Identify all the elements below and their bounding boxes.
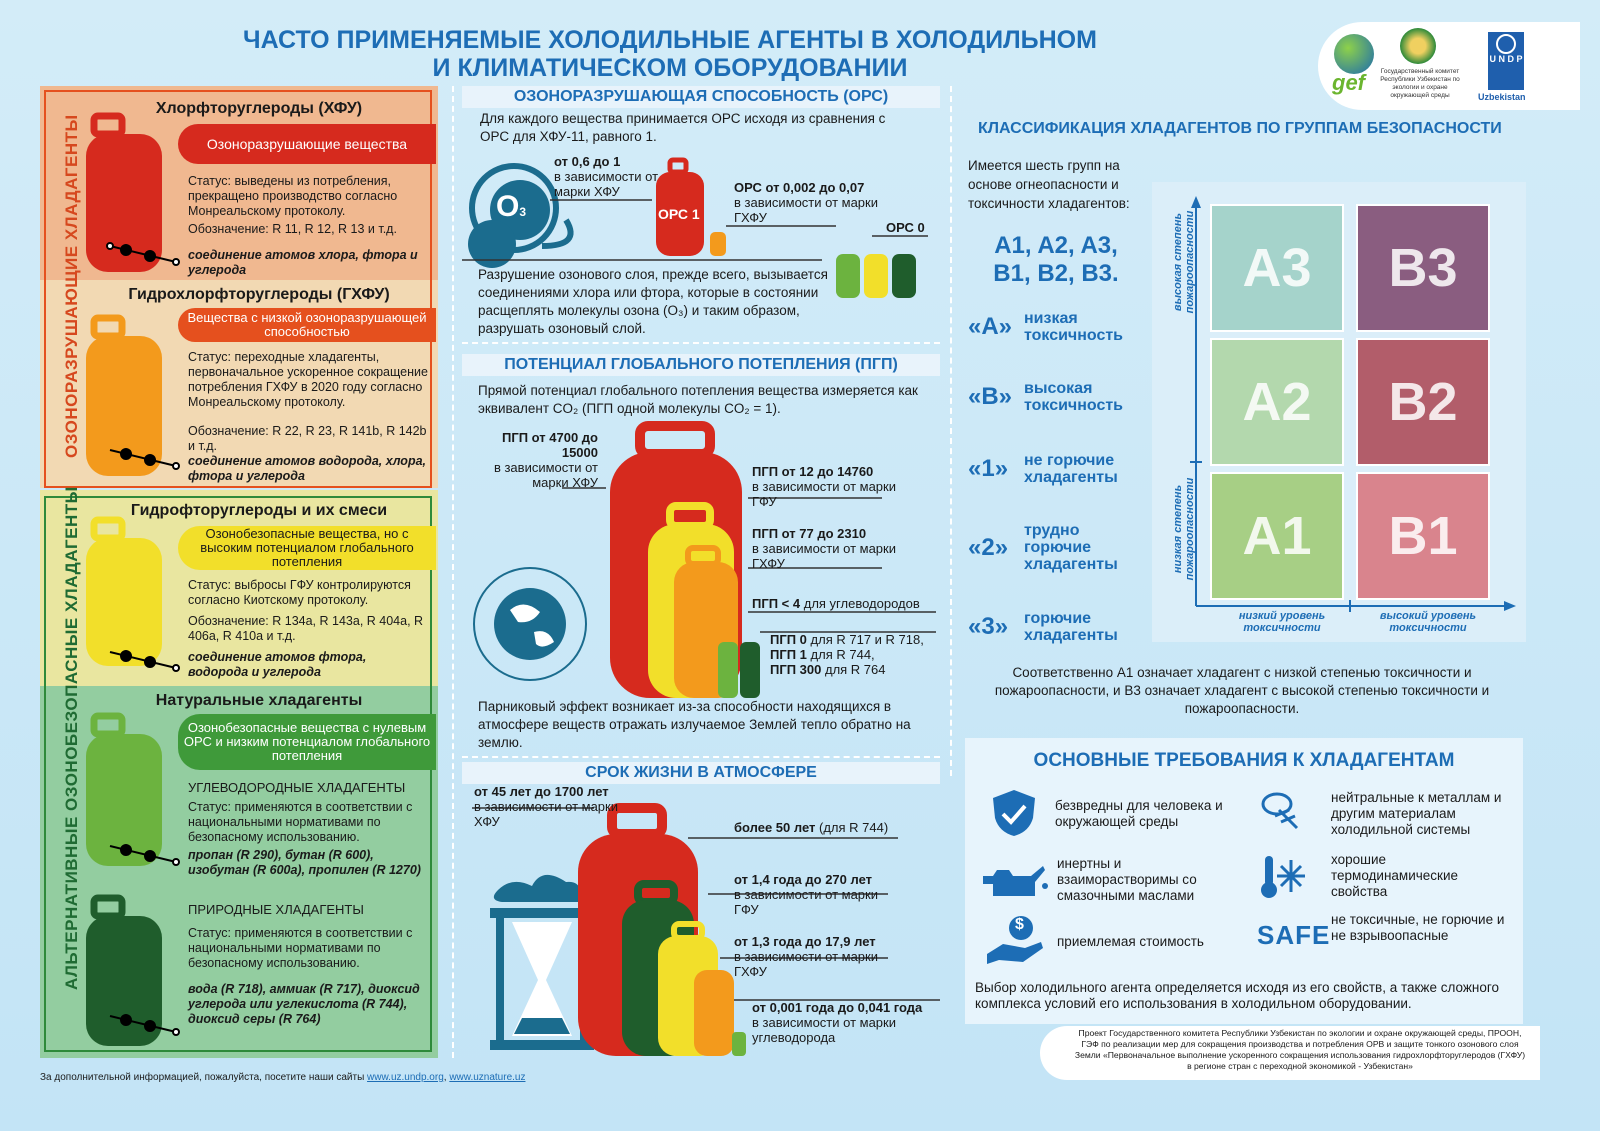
hydrocarbon-title: УГЛЕВОДОРОДНЫЕ ХЛАДАГЕНТЫ — [188, 780, 406, 795]
natural-life-label — [734, 820, 934, 835]
hfc-heading: Гидрофторуглероды и их смеси — [130, 502, 388, 519]
divider-ods-gwp — [462, 342, 940, 344]
legend-a — [968, 310, 1148, 344]
gef-logo: gef — [1332, 70, 1365, 95]
safe-icon: SAFE — [1257, 920, 1331, 950]
thermometer-snowflake-icon — [1257, 852, 1307, 902]
hcfc-life-value: от 1,3 года до 17,9 лет — [734, 934, 876, 949]
hcfc-gwp-value: ПГП от 77 до 2310 — [752, 526, 867, 541]
poster-title — [230, 26, 1110, 82]
natural-status: Статус: применяются в соответствии с национальными нормативами по безопасному использованию. — [188, 926, 413, 970]
hcfc-gwp-sub: в зависимости от марки ГХФУ — [752, 541, 896, 571]
requirements-note: Выбор холодильного агента определяется исходя из его свойств, а также сложного комплекса условий его использования в холодильном оборудовании. — [975, 980, 1499, 1011]
o3-subscript: 3 — [519, 205, 527, 219]
uznature-link[interactable]: www.uznature.uz — [449, 1072, 526, 1083]
x-axis-high-label: высокий уровень токсичности — [1379, 610, 1477, 634]
cell-b2: B2 — [1356, 338, 1490, 466]
zero-ods-label — [886, 220, 925, 235]
natural-banner: Озонобезопасные вещества с нулевым ОРС и низким потенциалом глобального потепления — [178, 714, 436, 770]
natural-heading: Натуральные хладагенты — [155, 692, 363, 709]
gwp-intro: Прямой потенциал глобального потепления вещества измеряется как эквивалент CO₂ (ПГП одной молекулы CO₂ = 1). — [478, 383, 918, 416]
req-thermodynamic: хорошие термодинамические свойства — [1331, 852, 1458, 899]
cfc-life-label — [474, 784, 634, 829]
hc-life-sub: в зависимости от марки углеводорода — [752, 1015, 896, 1045]
groups-line-2: B1, B2, B3. — [993, 260, 1119, 287]
natural-title: ПРИРОДНЫЕ ХЛАДАГЕНТЫ — [188, 902, 364, 917]
legend-1 — [968, 452, 1148, 486]
gov-committee-logo: Государственный комитет Республики Узбекистан по экологии и охране окружающей среды — [1380, 68, 1460, 99]
screw-icon — [1257, 788, 1307, 838]
ozone-symbol — [496, 190, 526, 224]
cfc-ods-range: от 0,6 до 1 — [554, 154, 621, 169]
hc-life-value: от 0,001 года до 0,041 года — [752, 1000, 923, 1015]
project-note: Проект Государственного комитета Республики Узбекистан по экологии и охране окружающей среды, ПРООН, ГЭФ по реализации мер для сокращения производства и потребления ОРВ и защите тонкого озонового слоя Земли «Первоначальное выполнение ускоренного сокращения использования гидрохлорфторуглеродов (ГХФУ) в регионе стран с переходной экономикой - Узбекистан» — [1040, 1026, 1540, 1080]
safety-group-matrix — [1152, 182, 1526, 642]
hfc-gwp-value: ПГП от 12 до 14760 — [752, 464, 874, 479]
natural-examples: вода (R 718), аммиак (R 717), диоксид углерода или углекислота (R 744), диоксид серы (R 764) — [188, 982, 420, 1026]
hc-gwp-value: ПГП < 4 — [752, 596, 801, 611]
legend-1-key: «1» — [968, 455, 1009, 482]
title-line-2: И КЛИМАТИЧЕСКОМ ОБОРУДОВАНИИ — [432, 54, 908, 82]
cell-b1: B1 — [1356, 472, 1490, 600]
zero-ods-value: ОРС 0 — [886, 220, 925, 235]
groups-line-1: A1, A2, A3, — [994, 232, 1118, 259]
footer-text: За дополнительной информацией, пожалуйста, посетите наши сайты — [40, 1072, 368, 1083]
cfc-status: Статус: выведены из потребления, прекращено производство согласно Монреальскому протоколу. — [188, 174, 398, 218]
x-axis-low-label: низкий уровень токсичности — [1238, 610, 1326, 634]
hydrocarbon-status: Статус: применяются в соответствии с национальными нормативами по безопасному использованию. — [188, 800, 413, 844]
legend-a-text: низкая токсичность — [1024, 310, 1124, 344]
logos-panel — [1318, 22, 1580, 110]
req-inert: инертны и взаиморастворимы со смазочными маслами — [1057, 856, 1197, 903]
hfc-life-label — [734, 872, 904, 917]
ods-heading: ОЗОНОРАЗРУШАЮЩАЯ СПОСОБНОСТЬ (ОРС) — [462, 86, 940, 108]
legend-2-key: «2» — [968, 533, 1009, 561]
requirements-heading: ОСНОВНЫЕ ТРЕБОВАНИЯ К ХЛАДАГЕНТАМ — [1033, 750, 1455, 771]
nat2-gwp-value: ПГП 1 — [770, 647, 807, 662]
oil-can-icon — [979, 856, 1049, 902]
hfc-cylinder-icon — [86, 520, 162, 666]
uzbekistan-emblem-icon — [1400, 28, 1436, 64]
hcfc-codes: Обозначение: R 22, R 23, R 141b, R 142b и т.д. — [188, 424, 427, 453]
ods-cylinder-label: ОРС 1 — [658, 206, 700, 222]
dollar-sign: $ — [1015, 916, 1024, 933]
req-harmless: безвредны для человека и окружающей среды — [1055, 798, 1223, 829]
legend-2 — [968, 522, 1148, 573]
natural-life-value: более 50 лет — [734, 820, 816, 835]
nat2-gwp-text: для R 744, — [810, 647, 875, 662]
divider-left — [452, 86, 454, 1058]
footer — [40, 1072, 525, 1083]
hcfc-composition: соединение атомов водорода, хлора, фтора и углерода — [188, 454, 427, 483]
nat3-gwp-text: для R 764 — [824, 662, 886, 677]
classification-groups — [968, 232, 1144, 288]
ods-vertical-label: ОЗОНОРАЗРУШАЮЩИЕ ХЛАДАГЕНТЫ — [62, 114, 81, 458]
hc-gwp-sub: для углеводородов — [803, 596, 920, 611]
hydrocarbon-cylinder-icon — [86, 716, 162, 866]
legend-b — [968, 380, 1148, 414]
hc-gwp-label — [752, 596, 940, 611]
cell-a1: A1 — [1210, 472, 1344, 600]
hcfc-ods-range: ОРС от 0,002 до 0,07 — [734, 180, 865, 195]
nat1-gwp-value: ПГП 0 — [770, 632, 807, 647]
hcfc-banner: Вещества с низкой озоноразрушающей способностью — [178, 308, 436, 342]
hcfc-status: Статус: переходные хладагенты, первоначальное ускоренное сокращение потребления ГХФУ в 2020 году согласно Монреальскому протоколу. — [188, 350, 428, 409]
cfc-gwp-sub: в зависимости от марки ХФУ — [493, 460, 598, 490]
divider-gwp-life — [462, 756, 940, 758]
requirements-panel — [965, 738, 1523, 1024]
shield-check-icon — [989, 788, 1039, 838]
hcfc-heading: Гидрохлорфторуглероды (ГХФУ) — [128, 286, 390, 303]
legend-3-key: «3» — [968, 613, 1009, 640]
legend-3 — [968, 610, 1148, 644]
cfc-ods-sub: в зависимости от марки ХФУ — [554, 169, 659, 199]
cfc-banner: Озоноразрушающие вещества — [178, 124, 436, 164]
undp-globe-icon — [1496, 34, 1516, 54]
cfc-life-sub: в зависимости от марки ХФУ — [474, 799, 618, 829]
hfc-status: Статус: выбросы ГФУ контролируются согласно Киотскому протоколу. — [188, 578, 411, 607]
natural-gwp-label — [770, 632, 940, 677]
undp-link[interactable]: www.uz.undp.org — [367, 1072, 444, 1083]
cell-b3: B3 — [1356, 204, 1490, 332]
hfc-gwp-sub: в зависимости от марки ГФУ — [752, 479, 896, 509]
hydrocarbon-examples: пропан (R 290), бутан (R 600), изобутан (R 600a), пропилен (R 1270) — [188, 848, 421, 877]
earth-icon — [474, 568, 586, 680]
classification-summary: Соответственно A1 означает хладагент с низкой степенью токсичности и пожароопасности, и B3 означает хладагент с высокой степенью токсичности и пожароопасности. — [994, 665, 1490, 716]
cfc-gwp-label — [490, 430, 598, 490]
classification-heading: КЛАССИФИКАЦИЯ ХЛАДАГЕНТОВ ПО ГРУППАМ БЕЗОПАСНОСТИ — [978, 120, 1502, 137]
hcfc-ods-sub: в зависимости от марки ГХФУ — [734, 195, 878, 225]
o3-letter: O — [496, 190, 520, 223]
gwp-body: Парниковый эффект возникает из-за способности находящихся в атмосфере веществ отражать излучаемое Землей тепло обратно на землю. — [478, 699, 911, 750]
cfc-composition: соединение атомов хлора, фтора и углерода — [188, 248, 418, 277]
cfc-ods-label — [554, 154, 694, 199]
gwp-heading: ПОТЕНЦИАЛ ГЛОБАЛЬНОГО ПОТЕПЛЕНИЯ (ПГП) — [462, 354, 940, 376]
classification-intro: Имеется шесть групп на основе огнеопасности и токсичности хладагентов: — [968, 158, 1130, 211]
hc-life-label — [752, 1000, 942, 1045]
undp-country: Uzbekistan — [1478, 92, 1526, 102]
req-neutral: нейтральные к металлам и другим материалам холодильной системы — [1331, 790, 1502, 837]
legend-3-text: горючие хладагенты — [1024, 610, 1118, 644]
cell-a3: A3 — [1210, 204, 1344, 332]
legend-b-key: «В» — [968, 383, 1013, 410]
req-cost: приемлемая стоимость — [1057, 934, 1204, 949]
hfc-banner: Озонобезопасные вещества, но с высоким потенциалом глобального потепления — [178, 526, 436, 570]
cfc-life-value: от 45 лет до 1700 лет — [474, 784, 609, 799]
nat3-gwp-value: ПГП 300 — [770, 662, 822, 677]
footer-separator: , — [443, 1072, 450, 1083]
legend-2-text: трудно горючие хладагенты — [1024, 522, 1118, 573]
legend-b-text: высокая токсичность — [1024, 380, 1124, 414]
cfc-codes: Обозначение: R 11, R 12, R 13 и т.д. — [188, 222, 397, 236]
hfc-life-value: от 1,4 года до 270 лет — [734, 872, 873, 887]
cfc-gwp-value: ПГП от 4700 до 15000 — [502, 430, 598, 460]
matrix-axes — [1152, 182, 1526, 642]
natural-life-sub: (для R 744) — [819, 820, 889, 835]
ods-intro: Для каждого вещества принимается ОРС исходя из сравнения с ОРС для ХФУ-11, равного 1. — [480, 111, 886, 144]
hcfc-life-label — [734, 934, 904, 979]
gef-globe-icon — [1334, 34, 1374, 74]
hcfc-ods-label — [734, 180, 904, 225]
nat1-gwp-text: для R 717 и R 718, — [810, 632, 924, 647]
lifetime-heading: СРОК ЖИЗНИ В АТМОСФЕРЕ — [462, 762, 940, 784]
refrigerant-types-column — [40, 86, 438, 1058]
hc-life-cylinder-icon — [732, 1032, 746, 1056]
cfc-heading: Хлорфторуглероды (ХФУ) — [155, 100, 363, 117]
req-safe: не токсичные, не горючие и не взрывоопасные — [1331, 912, 1505, 943]
undp-logo: U N D P — [1488, 32, 1524, 90]
cell-a2: A2 — [1210, 338, 1344, 466]
hcfc-life-sub: в зависимости от марки ГХФУ — [734, 949, 878, 979]
hfc-codes: Обозначение: R 134a, R 143a, R 404a, R 406a, R 410a и т.д. — [188, 614, 424, 643]
legend-a-key: «А» — [968, 313, 1013, 340]
hfc-gwp-label — [752, 464, 912, 509]
hcfc-gwp-label — [752, 526, 912, 571]
alt-vertical-label: АЛЬТЕРНАТИВНЫЕ ОЗОНОБЕЗОПАСНЫЕ ХЛАДАГЕНТЫ — [62, 486, 81, 990]
left-cylinders — [80, 86, 190, 1058]
legend-1-text: не горючие хладагенты — [1024, 452, 1118, 486]
y-axis-low-label: низкая степень пожароопасности — [1172, 477, 1196, 581]
hfc-composition: соединение атомов фтора, водорода и углерода — [188, 650, 367, 679]
y-axis-high-label: высокая степень пожароопасности — [1172, 210, 1196, 314]
title-line-1: ЧАСТО ПРИМЕНЯЕМЫЕ ХОЛОДИЛЬНЫЕ АГЕНТЫ В ХОЛОДИЛЬНОМ — [243, 26, 1097, 54]
divider-right — [950, 86, 952, 776]
hfc-life-sub: в зависимости от марки ГФУ — [734, 887, 878, 917]
hcfc-ods-cylinder-icon — [710, 232, 726, 256]
hcfc-life-cylinder-icon — [694, 970, 734, 1056]
ods-body: Разрушение озонового слоя, прежде всего, вызывается соединениями хлора или фтора, которые в состоянии расщеплять молекулы озона (O₃) и таким образом, разрушать озоновый слой. — [478, 267, 828, 336]
